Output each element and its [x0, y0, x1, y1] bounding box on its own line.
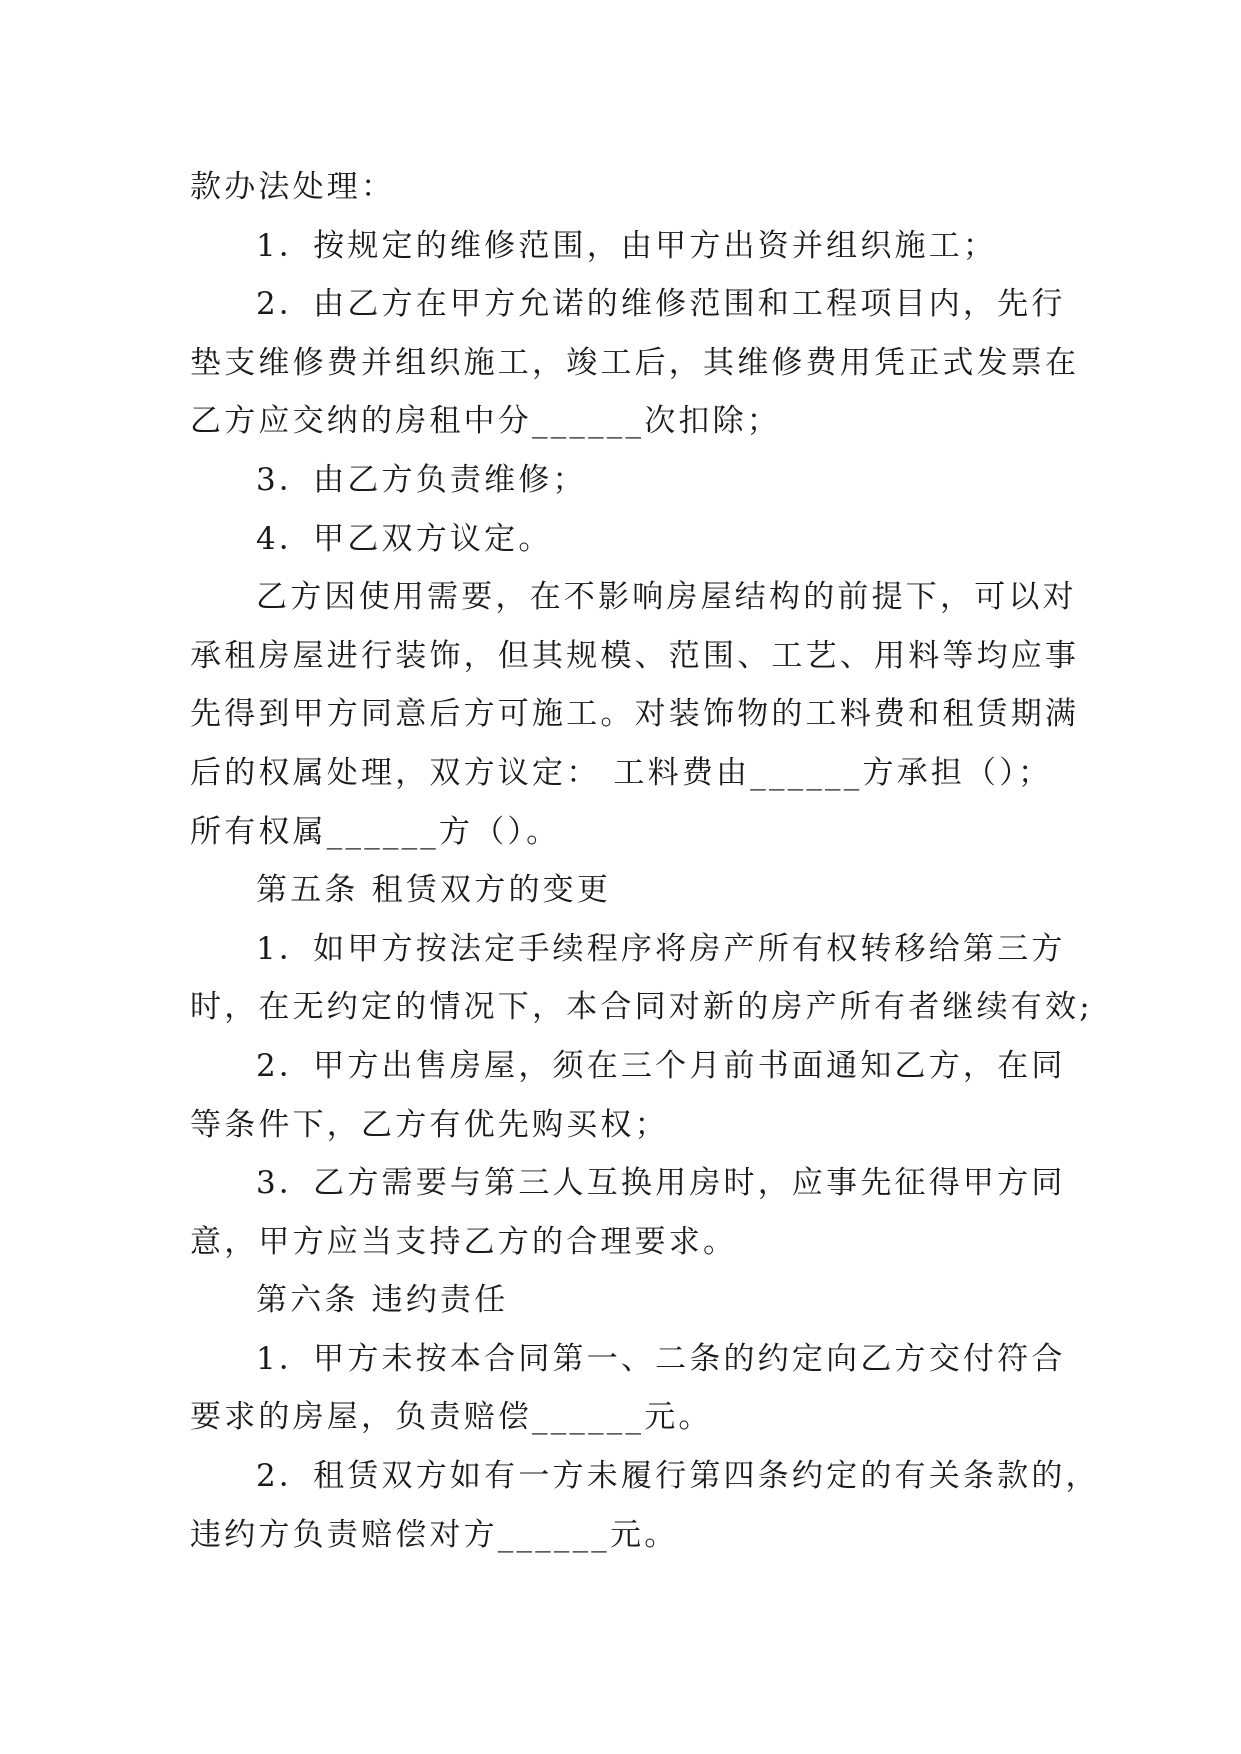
text-line: 时，在无约定的情况下，本合同对新的房产所有者继续有效;	[190, 989, 1093, 1026]
text-line: 1．按规定的维修范围，由甲方出资并组织施工；	[256, 227, 998, 264]
text-line: 2．租赁双方如有一方未履行第四条约定的有关条款的，	[256, 1458, 1100, 1495]
text-line: 3．由乙方负责维修；	[256, 461, 587, 498]
text-line: 1．甲方未按本合同第一、二条的约定向乙方交付符合	[256, 1340, 1066, 1377]
text-line: 等条件下，乙方有优先购买权；	[190, 1106, 669, 1143]
text-line: 后的权属处理，双方议定： 工料费由______方承担（）；	[190, 754, 1053, 791]
text-line: 承租房屋进行装饰，但其规模、范围、工艺、用料等均应事	[190, 637, 1080, 674]
section-heading: 第六条 违约责任	[256, 1282, 509, 1319]
text-line: 要求的房屋，负责赔偿______元。	[190, 1399, 713, 1436]
text-line: 意，甲方应当支持乙方的合理要求。	[190, 1223, 738, 1260]
text-line: 2．甲方出售房屋，须在三个月前书面通知乙方，在同	[256, 1047, 1066, 1084]
section-heading: 第五条 租赁双方的变更	[256, 872, 612, 909]
text-line: 2．由乙方在甲方允诺的维修范围和工程项目内，先行	[256, 286, 1066, 323]
text-line: 垫支维修费并组织施工，竣工后，其维修费用凭正式发票在	[190, 344, 1080, 381]
text-line: 违约方负责赔偿对方______元。	[190, 1516, 679, 1553]
text-line: 1．如甲方按法定手续程序将房产所有权转移给第三方	[256, 930, 1066, 967]
text-line: 4．甲乙双方议定。	[256, 520, 553, 557]
text-line: 款办法处理：	[190, 169, 396, 205]
text-line: 所有权属______方（）。	[190, 813, 561, 850]
text-line: 乙方因使用需要，在不影响房屋结构的前提下，可以对	[256, 579, 1077, 616]
text-line: 先得到甲方同意后方可施工。对装饰物的工料费和租赁期满	[190, 696, 1080, 733]
text-line: 3．乙方需要与第三人互换用房时，应事先征得甲方同	[256, 1165, 1066, 1202]
document-body	[190, 158, 1100, 1564]
text-line: 乙方应交纳的房租中分______次扣除；	[190, 403, 781, 440]
